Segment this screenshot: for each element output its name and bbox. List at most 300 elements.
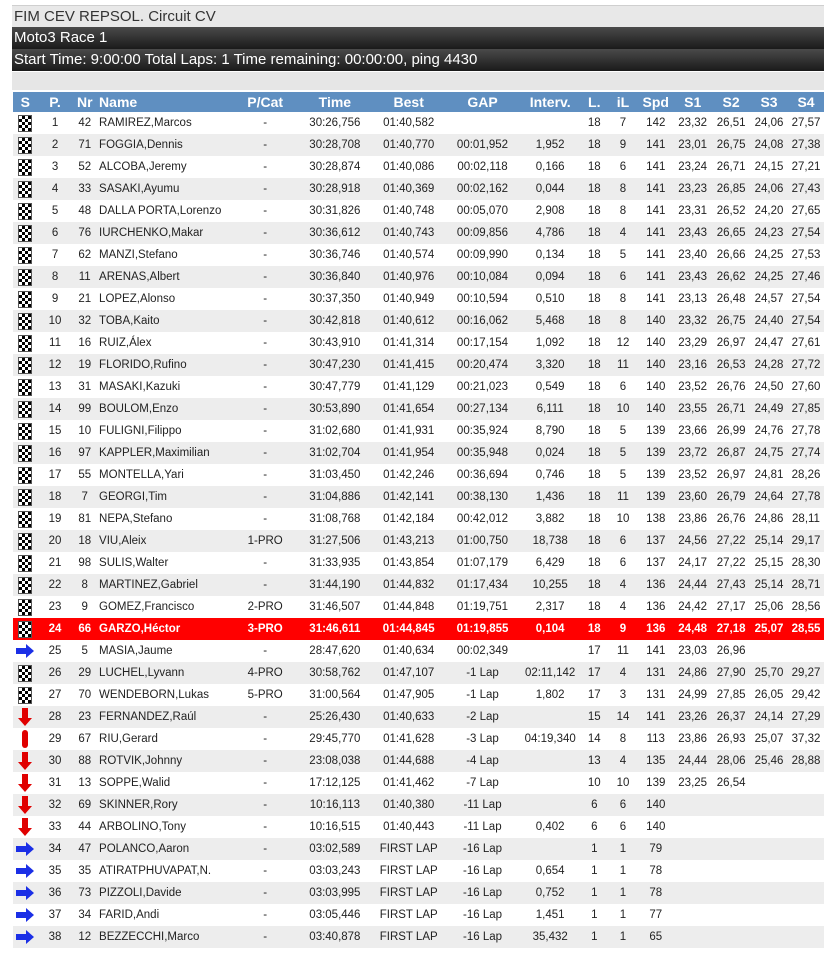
result-row[interactable]	[13, 486, 824, 508]
right-arrow-icon	[13, 860, 38, 882]
results-header-row	[13, 92, 824, 112]
number: 32	[72, 310, 97, 332]
category: -	[263, 381, 268, 393]
col-time[interactable]: Time	[298, 92, 372, 112]
best-lap-number: 6	[619, 381, 627, 393]
total-time: 30:28,918	[298, 178, 372, 200]
col-best-lap[interactable]: iL	[608, 92, 639, 112]
result-row[interactable]	[13, 134, 824, 156]
col-speed[interactable]: Spd	[638, 92, 673, 112]
col-s4[interactable]: S4	[788, 92, 824, 112]
result-row[interactable]	[13, 442, 824, 464]
rider-name: LOPEZ,Alonso	[99, 293, 176, 305]
sector-4: 27,65	[791, 205, 821, 217]
col-s1[interactable]: S1	[673, 92, 712, 112]
total-time: 31:03,450	[309, 469, 361, 481]
sector-3: 25,70	[750, 662, 788, 684]
rider-name: BEZZECCHI,Marco	[97, 926, 232, 948]
sector-1: 23,66	[678, 425, 708, 437]
sector-4	[788, 860, 824, 882]
sector-4: 29,27	[788, 662, 824, 684]
result-row[interactable]	[13, 618, 824, 640]
category: 4-PRO	[232, 662, 298, 684]
best-lap-number: 4	[608, 574, 639, 596]
down-arrow-icon	[13, 706, 38, 728]
rider-name: SKINNER,Rory	[97, 794, 232, 816]
col-gap[interactable]: GAP	[446, 92, 520, 112]
result-row[interactable]	[13, 244, 824, 266]
best-lap: FIRST LAP	[379, 865, 438, 877]
position: 22	[38, 574, 73, 596]
result-row[interactable]	[13, 376, 824, 398]
result-row[interactable]	[13, 706, 824, 728]
sector-3: 25,07	[750, 618, 788, 640]
position: 23	[48, 601, 62, 613]
checkered-flag-icon	[18, 599, 32, 616]
sector-4: 27,21	[791, 161, 821, 173]
best-lap-number: 10	[616, 513, 630, 525]
result-row[interactable]	[13, 552, 824, 574]
sector-1: 23,25	[678, 777, 708, 789]
number: 98	[78, 557, 92, 569]
interval	[519, 706, 581, 728]
sector-3: 25,15	[754, 557, 784, 569]
sector-3: 24,49	[750, 398, 788, 420]
number: 88	[72, 750, 97, 772]
sector-2	[712, 926, 750, 948]
result-row[interactable]	[13, 464, 824, 486]
category: -	[263, 117, 268, 129]
rider-name: RAMIREZ,Marcos	[99, 117, 192, 129]
sector-3: 24,15	[754, 161, 784, 173]
result-row[interactable]	[13, 200, 824, 222]
rider-name: FOGGIA,Dennis	[97, 134, 232, 156]
result-row[interactable]	[13, 354, 824, 376]
sector-2: 26,76	[716, 381, 746, 393]
sector-1: 23,55	[673, 398, 712, 420]
number: 99	[72, 398, 97, 420]
event-title: FIM CEV REPSOL. Circuit CV	[12, 5, 824, 27]
best-lap: 01:44,688	[372, 750, 446, 772]
gap: 01:19,855	[446, 618, 520, 640]
best-lap: 01:40,582	[383, 117, 435, 129]
laps: 18	[587, 117, 601, 129]
category: -	[232, 442, 298, 464]
speed: 141	[638, 706, 673, 728]
interval: 0,654	[535, 865, 565, 877]
result-row[interactable]	[13, 750, 824, 772]
checkered-flag-icon	[13, 222, 38, 244]
speed: 142	[646, 117, 666, 129]
col-s2[interactable]: S2	[712, 92, 750, 112]
checkered-flag-icon	[13, 266, 38, 288]
interval: 0,752	[519, 882, 581, 904]
sector-3: 24,50	[754, 381, 784, 393]
result-row[interactable]	[13, 288, 824, 310]
total-time: 30:42,818	[298, 310, 372, 332]
position: 14	[38, 398, 73, 420]
col-name[interactable]: Name	[97, 92, 232, 112]
sector-3: 24,20	[754, 205, 784, 217]
col-s3[interactable]: S3	[750, 92, 788, 112]
best-lap: 01:40,949	[383, 293, 435, 305]
laps: 18	[587, 293, 601, 305]
result-row[interactable]	[13, 574, 824, 596]
best-lap: 01:40,380	[372, 794, 446, 816]
best-lap-number: 5	[619, 249, 627, 261]
best-lap: 01:41,415	[372, 354, 446, 376]
result-row[interactable]	[13, 508, 824, 530]
category: -	[263, 161, 268, 173]
best-lap-number: 7	[619, 117, 627, 129]
sector-3	[750, 640, 788, 662]
result-row[interactable]	[13, 178, 824, 200]
rider-name: ROTVIK,Johnny	[97, 750, 232, 772]
sector-4: 28,11	[792, 513, 820, 525]
sector-3: 26,05	[754, 689, 784, 701]
sector-2: 26,52	[716, 205, 746, 217]
sector-4: 27,78	[788, 486, 824, 508]
sector-2: 28,06	[712, 750, 750, 772]
right-arrow-icon	[13, 904, 38, 926]
best-lap-number: 8	[608, 310, 639, 332]
sector-1	[673, 794, 712, 816]
interval: 1,952	[519, 134, 581, 156]
result-row[interactable]	[13, 838, 824, 860]
gap: 00:20,474	[446, 354, 520, 376]
interval: 2,908	[535, 205, 565, 217]
speed: 78	[649, 865, 663, 877]
sector-2: 26,37	[712, 706, 750, 728]
interval	[519, 794, 581, 816]
result-row[interactable]	[13, 772, 824, 794]
speed: 140	[638, 354, 673, 376]
speed: 139	[646, 777, 666, 789]
rider-name: MARTINEZ,Gabriel	[97, 574, 232, 596]
laps: 6	[581, 794, 608, 816]
interval: 0,024	[519, 442, 581, 464]
laps: 18	[587, 425, 601, 437]
speed: 131	[646, 689, 666, 701]
rider-name: MASAKI,Kazuki	[99, 381, 181, 393]
position: 30	[38, 750, 73, 772]
number: 21	[78, 293, 92, 305]
sector-4	[788, 794, 824, 816]
rider-name: ALCOBA,Jeremy	[99, 161, 187, 173]
checkered-flag-icon	[18, 511, 32, 528]
category: 1-PRO	[232, 530, 298, 552]
sector-1: 23,43	[673, 222, 712, 244]
sector-2: 26,71	[712, 398, 750, 420]
position: 28	[38, 706, 73, 728]
checkered-flag-icon	[13, 376, 38, 398]
best-lap-number: 12	[616, 337, 630, 349]
total-time: 30:28,708	[298, 134, 372, 156]
result-row[interactable]	[13, 266, 824, 288]
rider-name: FARID,Andi	[99, 909, 160, 921]
best-lap-number: 8	[619, 205, 627, 217]
sector-4: 28,30	[791, 557, 821, 569]
total-time: 30:28,874	[309, 161, 361, 173]
col-best[interactable]: Best	[372, 92, 446, 112]
category: -	[232, 178, 298, 200]
gap: 01:00,750	[446, 530, 520, 552]
checkered-flag-icon	[13, 552, 38, 574]
position: 19	[48, 513, 62, 525]
position: 6	[38, 222, 73, 244]
position: 31	[48, 777, 62, 789]
result-row[interactable]	[13, 420, 824, 442]
best-lap: 01:40,574	[383, 249, 435, 261]
sector-1: 23,72	[673, 442, 712, 464]
number: 35	[78, 865, 92, 877]
position: 16	[38, 442, 73, 464]
result-row[interactable]	[13, 640, 824, 662]
category: -	[263, 293, 268, 305]
checkered-flag-icon	[18, 445, 32, 462]
best-lap-number: 1	[619, 865, 627, 877]
sector-4: 27,38	[788, 134, 824, 156]
laps: 18	[581, 354, 608, 376]
category: -	[263, 909, 268, 921]
sector-2: 26,75	[712, 134, 750, 156]
result-row[interactable]	[13, 222, 824, 244]
checkered-flag-icon	[13, 310, 38, 332]
gap: 00:01,952	[446, 134, 520, 156]
result-row[interactable]	[13, 926, 824, 948]
gap: -11 Lap	[446, 794, 520, 816]
sector-3	[750, 838, 788, 860]
result-row[interactable]	[13, 684, 824, 706]
interval: 0,402	[535, 821, 565, 833]
col-status[interactable]: S	[13, 92, 38, 112]
best-lap-number: 4	[608, 750, 639, 772]
sector-3: 24,25	[754, 249, 784, 261]
gap: -1 Lap	[446, 662, 520, 684]
speed: 113	[646, 733, 665, 745]
number: 81	[78, 513, 92, 525]
col-category[interactable]: P/Cat	[232, 92, 298, 112]
result-row[interactable]	[13, 530, 824, 552]
sector-2: 26,93	[716, 733, 746, 745]
position: 18	[38, 486, 73, 508]
result-row[interactable]	[13, 860, 824, 882]
sector-2: 26,87	[712, 442, 750, 464]
number: 29	[72, 662, 97, 684]
gap	[446, 112, 520, 134]
best-lap: FIRST LAP	[379, 909, 438, 921]
result-row[interactable]	[13, 904, 824, 926]
sector-2: 26,76	[716, 513, 746, 525]
laps: 18	[581, 618, 608, 640]
interval: 1,802	[535, 689, 565, 701]
sector-4	[788, 904, 824, 926]
rider-name: RIU,Gerard	[99, 733, 158, 745]
checkered-flag-icon	[13, 596, 38, 618]
laps: 1	[591, 909, 598, 921]
result-row[interactable]	[13, 112, 824, 134]
position: 24	[38, 618, 73, 640]
sector-4: 27,54	[791, 293, 821, 305]
category: -	[232, 706, 298, 728]
sector-3	[750, 794, 788, 816]
result-row[interactable]	[13, 596, 824, 618]
gap: 00:02,162	[446, 178, 520, 200]
checkered-flag-icon	[18, 467, 32, 484]
result-row[interactable]	[13, 882, 824, 904]
interval: 1,436	[519, 486, 581, 508]
sector-2: 26,79	[712, 486, 750, 508]
speed: 136	[646, 601, 666, 613]
rider-name: MONTELLA,Yari	[99, 469, 184, 481]
best-lap-number: 4	[619, 601, 627, 613]
category: -	[232, 398, 298, 420]
result-row[interactable]	[13, 156, 824, 178]
sector-3: 24,08	[750, 134, 788, 156]
sector-3: 24,06	[754, 117, 784, 129]
result-row[interactable]	[13, 398, 824, 420]
sector-1: 23,26	[673, 706, 712, 728]
checkered-flag-icon	[18, 489, 32, 506]
interval: 18,738	[519, 530, 581, 552]
laps: 18	[587, 205, 601, 217]
laps: 18	[581, 486, 608, 508]
sector-4: 27,54	[788, 310, 824, 332]
number: 66	[72, 618, 97, 640]
best-lap-number: 6	[608, 530, 639, 552]
position: 8	[38, 266, 73, 288]
sector-3: 25,07	[754, 733, 784, 745]
sector-3: 24,75	[750, 442, 788, 464]
best-lap: 01:40,748	[383, 205, 435, 217]
laps: 18	[581, 310, 608, 332]
sector-3: 24,47	[754, 337, 784, 349]
checkered-flag-icon	[18, 379, 32, 396]
total-time: 29:45,770	[309, 733, 361, 745]
total-time: 17:12,125	[309, 777, 361, 789]
checkered-flag-icon	[18, 291, 32, 308]
category: 3-PRO	[232, 618, 298, 640]
result-row[interactable]	[13, 332, 824, 354]
rider-name: DALLA PORTA,Lorenzo	[99, 205, 222, 217]
result-row[interactable]	[13, 816, 824, 838]
gap: 00:27,134	[446, 398, 520, 420]
sector-2: 26,99	[716, 425, 746, 437]
category: -	[232, 574, 298, 596]
best-lap: 01:44,845	[372, 618, 446, 640]
total-time: 03:05,446	[309, 909, 361, 921]
laps: 18	[587, 469, 601, 481]
result-row[interactable]	[13, 662, 824, 684]
sector-2: 26,51	[716, 117, 746, 129]
best-lap-number: 8	[608, 178, 639, 200]
rider-name: GEORGI,Tim	[97, 486, 232, 508]
sector-2	[712, 904, 750, 926]
best-lap-number: 6	[619, 557, 627, 569]
rider-name: IURCHENKO,Makar	[97, 222, 232, 244]
best-lap-number: 6	[608, 266, 639, 288]
best-lap: 01:44,832	[372, 574, 446, 596]
gap: 00:05,070	[456, 205, 509, 217]
number: 44	[78, 821, 92, 833]
interval: 1,451	[535, 909, 565, 921]
position: 17	[48, 469, 62, 481]
gap: 00:21,023	[456, 381, 509, 393]
result-row[interactable]	[13, 794, 824, 816]
result-row[interactable]	[13, 728, 824, 750]
total-time: 03:40,878	[298, 926, 372, 948]
checkered-flag-icon	[13, 288, 38, 310]
checkered-flag-icon	[18, 687, 32, 704]
col-interval[interactable]: Interv.	[519, 92, 581, 112]
laps: 15	[581, 706, 608, 728]
right-arrow-icon	[13, 640, 38, 662]
interval: 4,786	[519, 222, 581, 244]
total-time: 31:46,507	[309, 601, 361, 613]
checkered-flag-icon	[18, 159, 32, 176]
best-lap-number: 5	[608, 442, 639, 464]
sector-4: 28,56	[791, 601, 821, 613]
number: 34	[78, 909, 92, 921]
interval: 6,429	[535, 557, 565, 569]
best-lap: 01:47,905	[383, 689, 435, 701]
best-lap: 01:41,314	[383, 337, 435, 349]
sector-1: 23,29	[678, 337, 708, 349]
rider-name: VIU,Aleix	[97, 530, 232, 552]
laps: 17	[587, 645, 601, 657]
sector-4: 27,85	[788, 398, 824, 420]
interval: 2,317	[535, 601, 565, 613]
laps: 18	[581, 442, 608, 464]
rider-name: SASAKI,Ayumu	[97, 178, 232, 200]
gap: 00:36,694	[456, 469, 509, 481]
sector-1: 23,60	[673, 486, 712, 508]
col-position[interactable]: P.	[38, 92, 73, 112]
best-lap: 01:42,246	[383, 469, 435, 481]
sector-1: 23,03	[678, 645, 708, 657]
checkered-flag-icon	[18, 621, 32, 638]
position: 2	[38, 134, 73, 156]
position: 33	[48, 821, 62, 833]
sector-1: 24,42	[678, 601, 708, 613]
category: -	[263, 337, 268, 349]
col-laps[interactable]: L.	[581, 92, 608, 112]
speed: 136	[638, 618, 673, 640]
sector-2: 27,90	[712, 662, 750, 684]
gap: -1 Lap	[466, 689, 499, 701]
position: 10	[38, 310, 73, 332]
best-lap-number: 4	[608, 662, 639, 684]
result-row[interactable]	[13, 310, 824, 332]
speed: 140	[646, 381, 666, 393]
rider-name: GOMEZ,Francisco	[99, 601, 195, 613]
sector-3	[750, 860, 788, 882]
checkered-flag-icon	[13, 244, 38, 266]
best-lap: 01:40,612	[372, 310, 446, 332]
checkered-flag-icon	[18, 423, 32, 440]
sector-1: 24,99	[678, 689, 708, 701]
position: 38	[38, 926, 73, 948]
interval	[519, 640, 581, 662]
sector-3: 24,81	[754, 469, 784, 481]
checkered-flag-icon	[13, 684, 38, 706]
interval: 1,092	[535, 337, 565, 349]
total-time: 30:43,910	[309, 337, 361, 349]
gap: 00:09,856	[446, 222, 520, 244]
col-number[interactable]: Nr	[72, 92, 97, 112]
category: -	[263, 865, 268, 877]
total-time: 23:08,038	[298, 750, 372, 772]
